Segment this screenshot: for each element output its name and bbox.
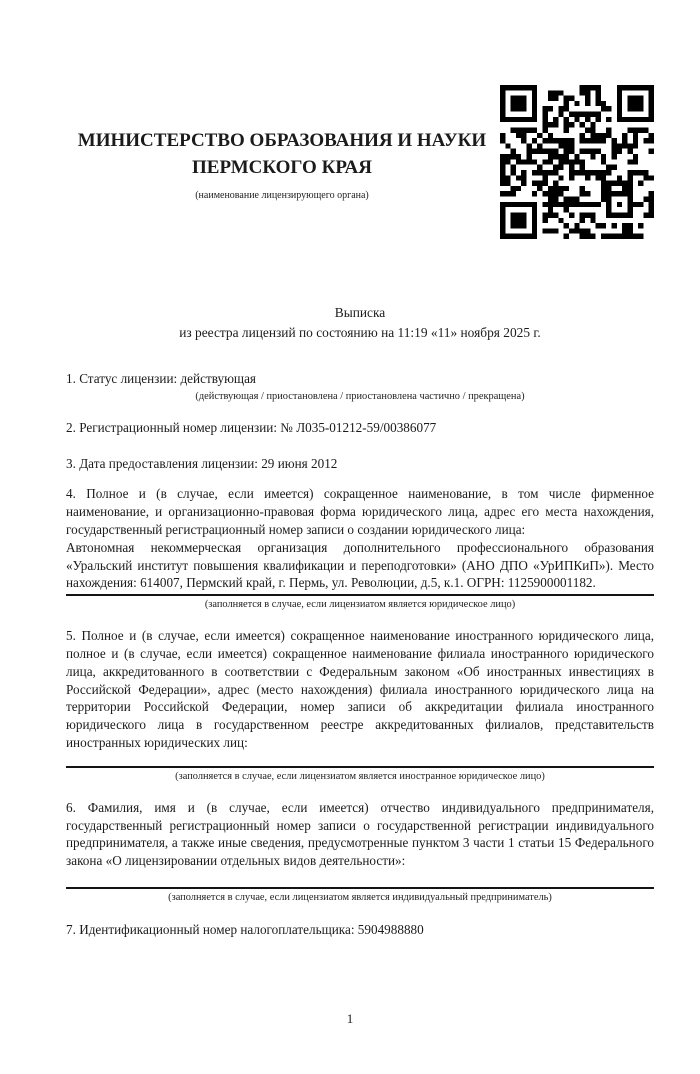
license-registration-number: 2. Регистрационный номер лицензии: № Л035-01212-59/00386077	[66, 419, 437, 435]
legal-entity-caption: (заполняется в случае, если лицензиатом является юридическое лицо)	[204, 599, 516, 611]
licensing-authority-block	[66, 85, 498, 239]
legal-entity-value: Автономная некоммерческая организация дополнительного профессионального образования «Уральский институт повышения квалификации и переподготовки» (АНО ДПО «УрИПКиП»). Место нахождения: 614007, Пермский край, г. Пермь, ул. Революции, д.5, к.1. ОГРН: 1125900001182.	[66, 539, 654, 591]
document-title-line2: из реестра лицензий по состоянию на 11:19 «11» ноября 2025 г.	[179, 325, 541, 340]
individual-entrepreneur-caption: (заполняется в случае, если лицензиатом является индивидуальный предприниматель)	[168, 891, 552, 903]
license-status: 1. Статус лицензии: действующая	[66, 371, 257, 386]
foreign-entity-section	[66, 627, 654, 783]
foreign-entity-caption: (заполняется в случае, если лицензиатом является иностранное юридическое лицо)	[175, 770, 545, 782]
document-header	[66, 85, 654, 239]
page-number: 1	[346, 1011, 354, 1026]
individual-entrepreneur-clause: 6. Фамилия, имя и (в случае, если имеется) отчество индивидуального предпринимателя, государственный регистрационный номер записи о государственной регистрации индивидуального предпринимателя, а также иные сведения, предусмотренные пунктом 3 части 1 статьи 15 Федерального закона «О лицензировании отдельных видов деятельности»:	[66, 799, 654, 869]
license-status-options-note: (действующая / приостановлена / приостановлена частично / прекращена)	[195, 390, 525, 402]
qr-code-icon	[500, 85, 654, 239]
foreign-entity-clause: 5. Полное и (в случае, если имеется) сокращенное наименование иностранного юридического лица, полное и (в случае, если имеется) сокращенное наименование филиала иностранного юридического лица, аккредитованного в соответствии с Федеральным законом «Об иностранных инвестициях в Российской Федерации», адрес (место нахождения) филиала иностранного юридического лица на территории Российской Федерации, номер записи об аккредитации филиала иностранного юридического лица в государственном реестре аккредитованных филиалов, представительств иностранных юридических лиц:	[66, 628, 654, 750]
license-grant-date: 3. Дата предоставления лицензии: 29 июня 2012	[66, 455, 338, 471]
legal-entity-clause: 4. Полное и (в случае, если имеется) сокращенное наименование, в том числе фирменное наименование, и организационно-правовая форма юридического лица, адрес его места нахождения, государственный регистрационный номер записи о создании юридического лица:	[66, 486, 654, 537]
authority-caption: (наименование лицензирующего органа)	[195, 190, 369, 201]
document-title-line1: Выписка	[334, 305, 386, 320]
foreign-entity-rule	[66, 766, 654, 768]
individual-entrepreneur-section	[66, 799, 654, 904]
legal-entity-rule	[66, 594, 654, 596]
taxpayer-id: 7. Идентификационный номер налогоплательщика: 5904988880	[66, 921, 424, 937]
legal-entity-section	[66, 485, 654, 611]
ministry-name-line2: ПЕРМСКОГО КРАЯ	[192, 157, 372, 178]
document-title	[66, 303, 654, 343]
license-extract-page	[0, 85, 700, 1074]
individual-entrepreneur-rule	[66, 887, 654, 889]
ministry-name-line1: МИНИСТЕРСТВО ОБРАЗОВАНИЯ И НАУКИ	[77, 130, 487, 151]
ministry-name	[66, 127, 498, 181]
